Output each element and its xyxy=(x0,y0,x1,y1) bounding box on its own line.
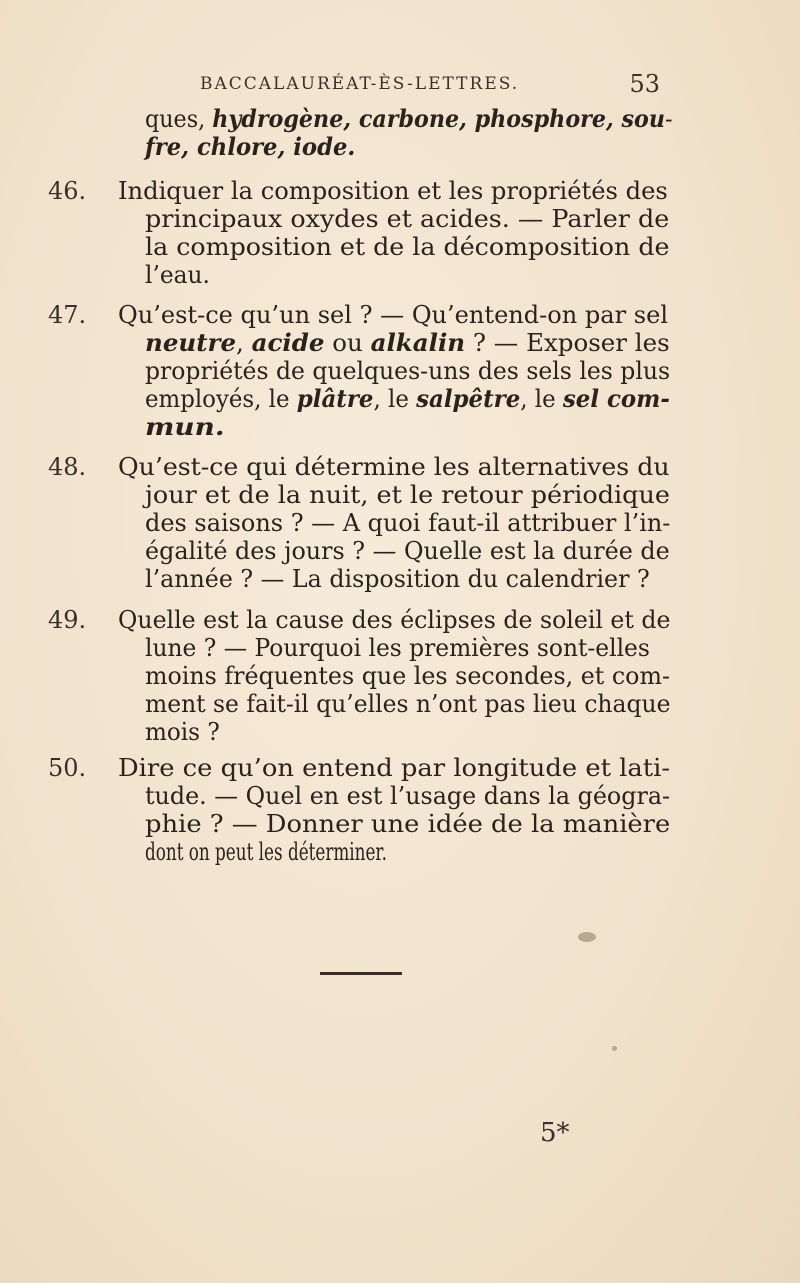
italic-term: alkalin xyxy=(370,328,466,357)
text-run: , le xyxy=(373,385,417,413)
text-line xyxy=(145,384,670,414)
text-line xyxy=(145,104,672,134)
text-line xyxy=(145,661,670,691)
text-run: Qu’est-ce qu’un sel ? — Qu’entend-on par sel xyxy=(118,301,669,329)
text-line xyxy=(145,508,670,538)
item-number: 47. xyxy=(48,301,87,329)
text-run: mois ? xyxy=(145,718,220,746)
text-line xyxy=(145,328,670,358)
text-run: ment se fait-il qu’elles n’ont pas lieu chaque xyxy=(145,690,671,718)
italic-term: salpêtre xyxy=(416,384,521,413)
text-line xyxy=(145,412,225,442)
text-run: ? — Exposer les xyxy=(465,329,670,357)
page-number: 53 xyxy=(629,70,660,98)
signature-mark: 5* xyxy=(540,1118,570,1148)
text-line xyxy=(145,204,669,234)
text-run: l’eau. xyxy=(145,261,210,289)
text-line xyxy=(145,809,670,839)
text-run: , xyxy=(236,329,252,357)
text-run: dont on peut les déterminer. xyxy=(145,838,387,866)
text-line xyxy=(145,633,650,663)
text-line xyxy=(145,356,670,386)
text-run: ou xyxy=(324,329,371,357)
text-line xyxy=(145,837,387,867)
item-number: 49. xyxy=(48,606,87,634)
text-run: - xyxy=(664,105,673,133)
italic-term: plâtre xyxy=(296,384,374,413)
text-run: des saisons ? — A quoi faut-il attribuer l’in- xyxy=(145,509,671,537)
text-line xyxy=(145,536,670,566)
italic-term: sel com- xyxy=(562,384,670,413)
text-run: ques, xyxy=(145,105,213,133)
text-run: propriétés de quelques-uns des sels les plus xyxy=(145,357,671,385)
text-run: phie ? — Donner une idée de la manière xyxy=(145,810,671,838)
text-line xyxy=(145,689,670,719)
italic-term: acide xyxy=(251,328,325,357)
text-line xyxy=(118,176,668,206)
text-line xyxy=(145,717,220,747)
text-line xyxy=(145,260,210,290)
paper-stain xyxy=(578,932,596,942)
text-line xyxy=(145,480,670,510)
text-run: Quelle est la cause des éclipses de soleil et de xyxy=(118,606,671,634)
text-run: la composition et de la décomposition de xyxy=(145,233,670,261)
text-line xyxy=(145,232,670,262)
text-line xyxy=(118,753,670,783)
text-run: Indiquer la composition et les propriétés des xyxy=(118,177,668,205)
paper-speck xyxy=(612,1046,617,1051)
item-number: 48. xyxy=(48,453,87,481)
text-line xyxy=(145,132,355,162)
italic-term: fre, chlore, iode. xyxy=(145,132,356,161)
italic-term: mun. xyxy=(145,412,225,441)
text-run: , le xyxy=(520,385,563,413)
text-line xyxy=(118,605,671,635)
text-run: lune ? — Pourquoi les premières sont-elles xyxy=(145,634,650,662)
item-number: 50. xyxy=(48,754,87,782)
text-run: jour et de la nuit, et le retour périodique xyxy=(145,481,670,509)
text-run: Dire ce qu’on entend par longitude et lati- xyxy=(118,754,671,782)
running-head-title: BACCALAURÉAT-ÈS-LETTRES. xyxy=(200,74,520,94)
text-run: tude. — Quel en est l’usage dans la géogra- xyxy=(145,782,671,810)
text-run: moins fréquentes que les secondes, et com- xyxy=(145,662,671,690)
text-run: Qu’est-ce qui détermine les alternatives du xyxy=(118,453,670,481)
running-head xyxy=(200,70,660,104)
italic-term: neutre xyxy=(145,328,237,357)
section-rule xyxy=(320,972,402,975)
text-line xyxy=(118,452,670,482)
text-run: principaux oxydes et acides. — Parler de xyxy=(145,205,670,233)
text-run: l’année ? — La disposition du calendrier ? xyxy=(145,565,650,593)
text-run: employés, le xyxy=(145,385,297,413)
italic-term: hydrogène, carbone, phosphore, sou xyxy=(212,104,665,133)
text-line xyxy=(118,300,668,330)
text-line xyxy=(145,781,670,811)
text-run: égalité des jours ? — Quelle est la durée de xyxy=(145,537,670,565)
item-number: 46. xyxy=(48,177,87,205)
text-line xyxy=(145,564,650,594)
